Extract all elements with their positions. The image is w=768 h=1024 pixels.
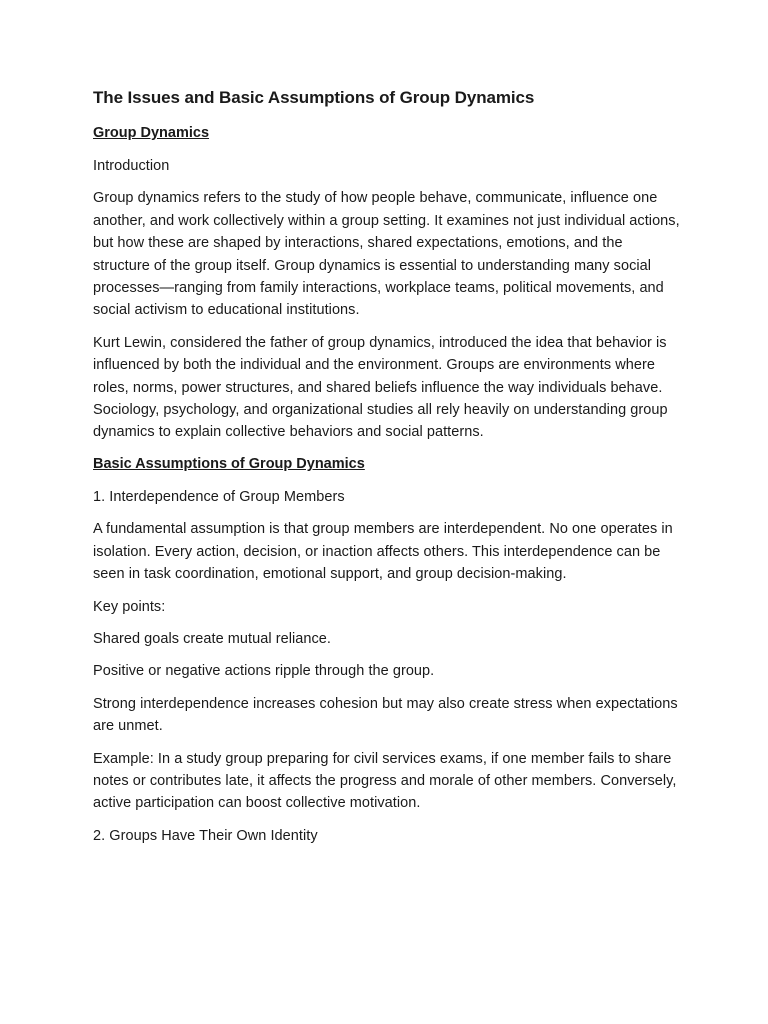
- key-point-1: Shared goals create mutual reliance.: [93, 630, 331, 647]
- introduction-label: Introduction: [93, 158, 170, 174]
- key-point-2: Positive or negative actions ripple through the group.: [93, 663, 435, 680]
- intro-paragraph-2: Kurt Lewin, considered the father of group dynamics, introduced the idea that behavior is influenced by both the individual and the environment. Groups are environments where roles, norms, power structures, and shared beliefs influence the way individuals behave. Sociology, psychology, and organizational studies all rely heavily on understanding group dynamics to explain collective behaviors and social patterns.: [93, 334, 668, 441]
- subheading-group-identity: 2. Groups Have Their Own Identity: [93, 827, 318, 844]
- document-page: [93, 86, 683, 857]
- intro-paragraph-1: Group dynamics refers to the study of how people behave, communicate, influence one another, and work collectively within a group setting. It examines not just individual actions, but how these are shaped by interactions, shared expectations, emotions, and the structure of the group itself. Group dynamics is essential to understanding many social processes—ranging from family interactions, workplace teams, political movements, and social activism to educational institutions.: [93, 190, 680, 319]
- example-paragraph: Example: In a study group preparing for civil services exams, if one member fails to share notes or contributes late, it affects the progress and morale of other members. Conversely, active participation can boost collective motivation.: [93, 750, 677, 812]
- key-point-3: Strong interdependence increases cohesion but may also create stress when expectations are unmet.: [93, 695, 678, 735]
- interdependence-paragraph: A fundamental assumption is that group members are interdependent. No one operates in isolation. Every action, decision, or inaction affects others. This interdependence can be seen in task coordination, emotional support, and group decision-making.: [93, 521, 673, 583]
- key-points-label: Key points:: [93, 598, 166, 615]
- section-heading-basic-assumptions: Basic Assumptions of Group Dynamics: [93, 455, 365, 472]
- subheading-interdependence: 1. Interdependence of Group Members: [93, 488, 345, 505]
- document-title: The Issues and Basic Assumptions of Group Dynamics: [93, 88, 535, 107]
- section-heading-group-dynamics: Group Dynamics: [93, 125, 210, 141]
